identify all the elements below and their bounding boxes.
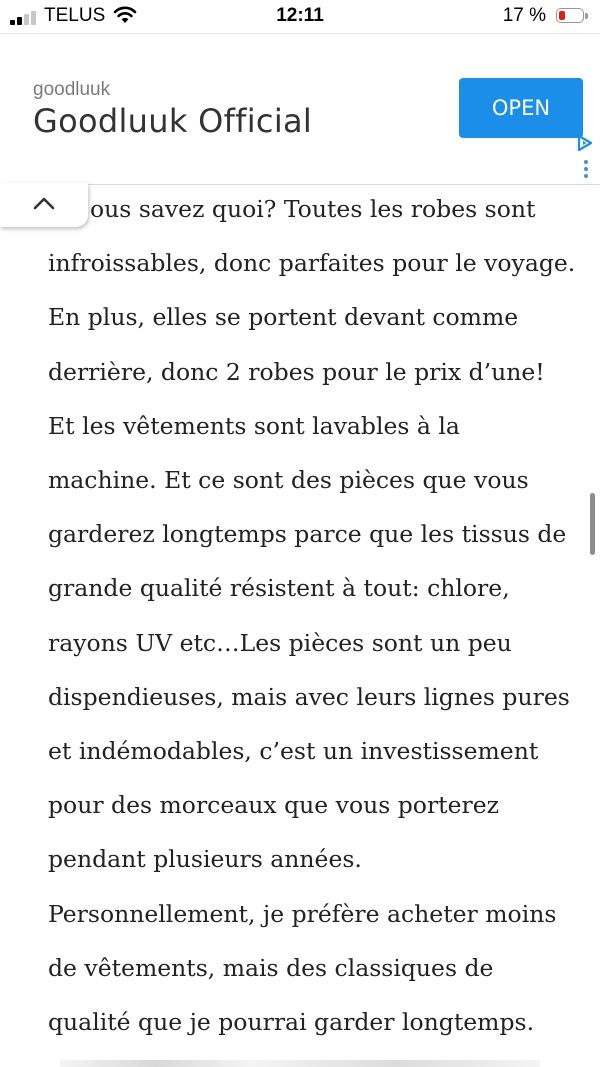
article-line: qualité que je pourrai garder longtemps. <box>48 1008 535 1037</box>
ad-banner[interactable] <box>0 33 600 185</box>
clock: 12:11 <box>276 5 324 26</box>
article-line: de vêtements, mais des classiques de <box>48 953 494 982</box>
article-line: infroissables, donc parfaites pour le voyage. <box>48 249 576 278</box>
article-line: Et les vêtements sont lavables à la <box>48 411 460 440</box>
article-line: derrière, donc 2 robes pour le prix d’une! <box>48 357 545 386</box>
article-line: En plus, elles se portent devant comme <box>48 303 519 332</box>
carrier-name: TELUS <box>44 5 106 26</box>
article-line: garderez longtemps parce que les tissus de <box>48 520 567 549</box>
ad-open-button[interactable]: OPEN <box>459 78 583 138</box>
article-line: rayons UV etc…Les pièces sont un peu <box>48 628 512 657</box>
adchoices-icon[interactable] <box>576 134 594 152</box>
article-line: pour des morceaux que vous porterez <box>48 791 500 820</box>
battery-icon <box>556 8 590 25</box>
ad-title[interactable]: Goodluuk Official <box>33 102 313 140</box>
article-body <box>48 182 578 1049</box>
scrollbar[interactable] <box>590 493 595 555</box>
status-bar <box>0 0 600 33</box>
article-line: machine. Et ce sont des pièces que vous <box>48 466 529 495</box>
battery-percentage: 17 % <box>502 5 546 26</box>
ad-domain: goodluuk <box>33 79 111 100</box>
article-line: ous savez quoi? Toutes les robes sont <box>90 195 536 223</box>
article-line: Personnellement, je préfère acheter moins <box>48 899 557 928</box>
article-image <box>60 1060 540 1067</box>
article-line: pendant plusieurs années. <box>48 845 362 874</box>
article-line: dispendieuses, mais avec leurs lignes pures <box>48 682 570 711</box>
article-line: et indémodables, c’est un investissement <box>48 737 539 766</box>
article-line: grande qualité résistent à tout: chlore, <box>48 574 510 603</box>
more-vertical-icon[interactable] <box>583 160 589 182</box>
